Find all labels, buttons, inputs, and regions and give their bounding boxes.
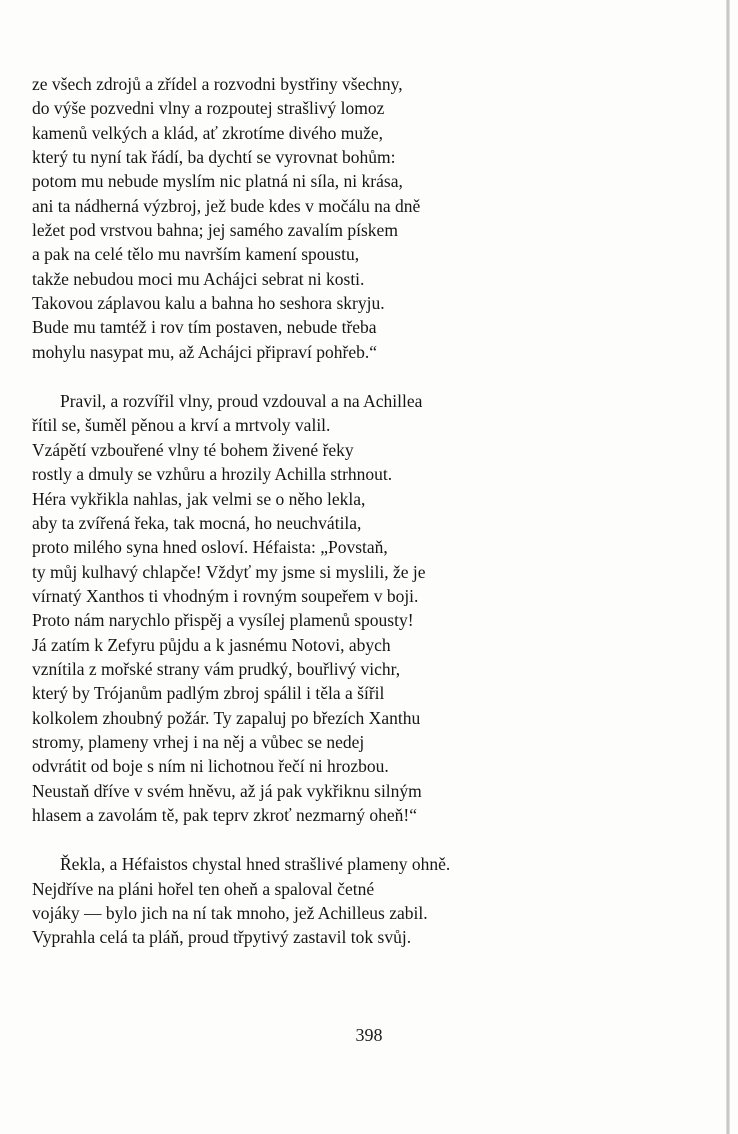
verse-line: potom mu nebude myslím nic platná ni síla, ni krása, (32, 171, 403, 192)
verse-line: ze všech zdrojů a zřídel a rozvodni bystřiny všechny, (32, 74, 403, 94)
verse-line: vojáky — bylo jich na ní tak mnoho, jež Achilleus zabil. (32, 903, 428, 923)
page-binding-edge (726, 0, 730, 1134)
verse-line: ani ta nádherná výzbroj, jež bude kdes v močálu na dně (32, 195, 421, 216)
verse-line: Takovou záplavou kalu a bahna ho seshora skryju. (32, 293, 385, 314)
stanza-2 (32, 389, 632, 827)
verse-line: vznítila z mořské strany vám prudký, bouřlivý vichr, (32, 658, 401, 679)
verse-line: kamenů velkých a klád, ať zkrotíme divého muže, (32, 122, 384, 143)
page-number: 398 (355, 1025, 383, 1045)
verse-line: Vzápětí vzbouřené vlny té bohem živené řeky (32, 439, 354, 460)
verse-line: mohylu nasypat mu, až Achájci připraví pohřeb.“ (32, 341, 378, 362)
verse-line: a pak na celé tělo mu navrším kamení spoustu, (32, 244, 360, 265)
verse-line: který by Trójanům padlým zbroj spálil i těla a šířil (32, 683, 385, 704)
verse-line: ty můj kulhavý chlapče! Vždyť my jsme si myslili, že je (32, 561, 426, 582)
verse-line: Bude mu tamtéž i rov tím postaven, nebude třeba (32, 317, 377, 338)
verse-line: takže nebudou moci mu Achájci sebrat ni kosti. (32, 268, 365, 289)
verse-line: řítil se, šuměl pěnou a krví a mrtvoly valil. (32, 415, 331, 436)
verse-line: Proto nám narychlo přispěj a vysílej plamenů spousty! (32, 610, 414, 631)
verse-line: Nejdříve na pláni hořel ten oheň a spaloval četné (32, 878, 375, 899)
verse-line: vírnatý Xanthos ti vhodným i rovným soupeřem v boji. (32, 585, 419, 606)
verse-line: odvrátit od boje s ním ni lichotnou řečí ni hrozbou. (32, 756, 389, 777)
verse-line: kolkolem zhoubný požár. Ty zapaluj po březích Xanthu (32, 707, 421, 728)
verse-line: Neustaň dříve v svém hněvu, až já pak vykřiknu silným (32, 780, 422, 801)
stanza-3 (32, 852, 632, 949)
verse-line: Řekla, a Héfaistos chystal hned strašlivé plameny ohně. (60, 854, 451, 875)
verse-line: ležet pod vrstvou bahna; jej samého zavalím pískem (32, 220, 398, 241)
stanza-1 (32, 72, 632, 364)
verse-line: který tu nyní tak řádí, ba dychtí se vyrovnat bohům: (32, 147, 396, 168)
poem-text (32, 72, 632, 950)
verse-line: Héra vykřikla nahlas, jak velmi se o něho lekla, (32, 488, 366, 509)
verse-line: stromy, plameny vrhej i na něj a vůbec se nedej (32, 731, 365, 752)
verse-line: proto milého syna hned osloví. Héfaista: „Povstaň, (32, 537, 388, 558)
verse-line: Já zatím k Zefyru půjdu a k jasnému Notovi, abych (32, 634, 391, 655)
verse-line: Vyprahla celá ta pláň, proud třpytivý zastavil tok svůj. (32, 927, 412, 948)
verse-line: rostly a dmuly se vzhůru a hrozily Achilla strhnout. (32, 464, 393, 485)
verse-line: do výše pozvedni vlny a rozpoutej strašlivý lomoz (32, 98, 385, 119)
verse-line: Pravil, a rozvířil vlny, proud vzdouval a na Achillea (60, 391, 423, 412)
verse-line: hlasem a zavolám tě, pak teprv zkroť nezmarný oheň!“ (32, 804, 418, 825)
verse-line: aby ta zvířená řeka, tak mocná, ho neuchvátila, (32, 512, 362, 533)
